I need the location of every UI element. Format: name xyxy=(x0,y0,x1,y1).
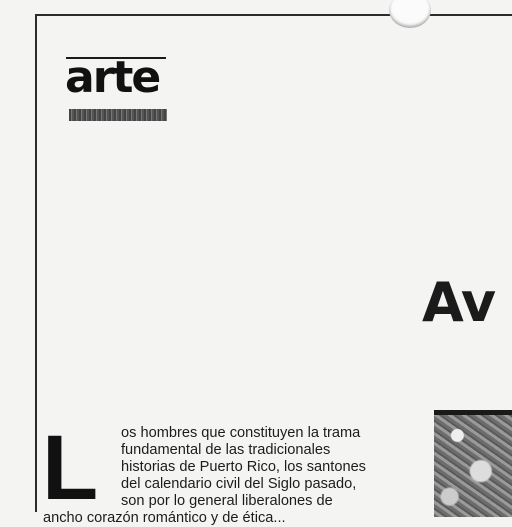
article-photo xyxy=(434,410,512,517)
article-line-continued: ancho corazón romántico y de ética... xyxy=(43,510,286,526)
page-border-top xyxy=(36,14,512,16)
article-line: fundamental de las tradicionales xyxy=(121,442,331,458)
punch-hole xyxy=(389,0,431,28)
page-border-left xyxy=(35,14,37,512)
article-line: os hombres que constituyen la trama xyxy=(121,425,361,441)
section-underline-bar xyxy=(69,109,167,121)
section-label: arte xyxy=(65,52,160,103)
article-line: historias de Puerto Rico, los santones xyxy=(121,459,366,475)
headline: Av xyxy=(422,271,496,334)
drop-cap: L xyxy=(42,417,99,519)
article-body xyxy=(43,425,421,526)
article-line: son por lo general liberalones de xyxy=(121,493,333,509)
article-line: del calendario civil del Siglo pasado, xyxy=(121,476,357,492)
